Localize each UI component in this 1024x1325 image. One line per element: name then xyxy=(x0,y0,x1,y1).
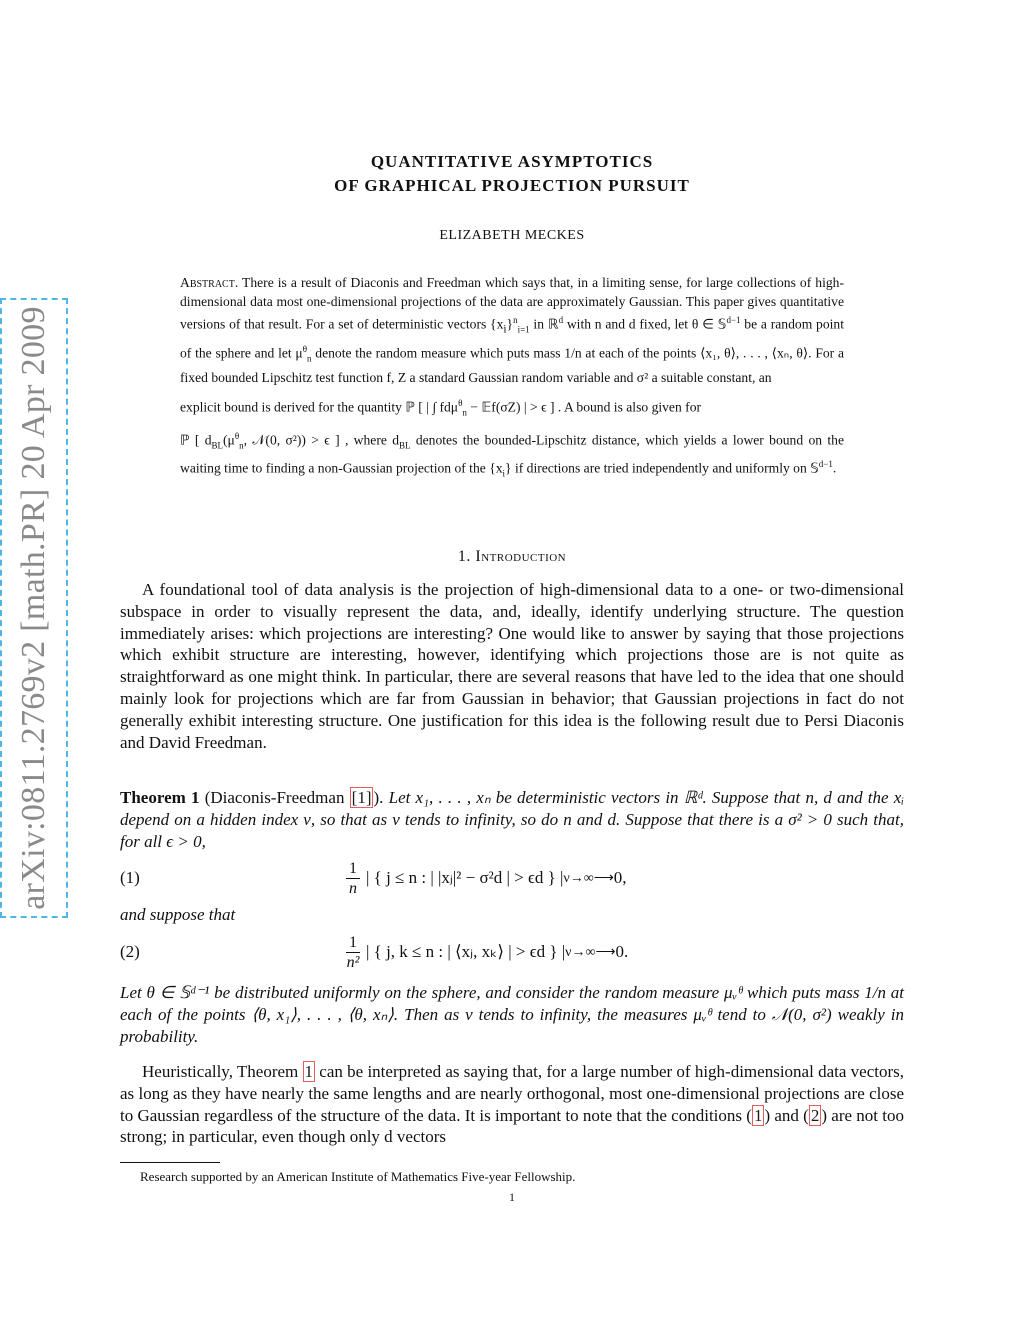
title-line-1: QUANTITATIVE ASYMPTOTICS xyxy=(370,152,654,171)
equation-2-body: | { j, k ≤ n : | ⟨xⱼ, xₖ⟩ | > ϵd } | xyxy=(366,942,566,961)
abstract-text-7: explicit bound is derived for the quantity ℙ [ | ∫ fdμ xyxy=(180,399,459,415)
and-suppose-text: and suppose that xyxy=(120,905,236,924)
abstract-text-2: } xyxy=(506,316,514,332)
equation-1-number: (1) xyxy=(120,868,140,887)
citation-link-1[interactable]: [1] xyxy=(351,788,372,807)
theorem-statement: Let x₁, . . . , xₙ be deterministic vectors in ℝᵈ. Suppose that n, d and the xᵢ depend on a hidden index ν, so that as ν tends to infinity, so do n and d. Suppose that there is a σ² > 0 such that, for all ϵ > 0, xyxy=(120,788,905,851)
equation-2-fraction: $\frac{1}{\text{n²}}$ xyxy=(346,933,360,971)
theorem-1 xyxy=(120,787,904,852)
theorem-conclusion: Let θ ∈ 𝕊ᵈ⁻¹ be distributed uniformly on the sphere, and consider the random measure μᵥᶿ which puts mass 1/n at each of the points ⟨θ, x₁⟩, . . . , ⟨θ, xₙ⟩. Then as ν tends to infinity, the measures μᵥᶿ tend to 𝒩(0, σ²) weakly in probability. xyxy=(120,983,904,1046)
abstract-text-8: − 𝔼f(σZ) | > ϵ ] . A bound is also given for xyxy=(466,399,702,415)
equation-2-number: (2) xyxy=(120,942,140,961)
paper-title xyxy=(0,150,1024,198)
equation-1-ref-link[interactable]: 1 xyxy=(753,1105,763,1125)
abstract-text-1: There is a result of Diaconis and Freedman which says that, in a limiting sense, for large collections of high-dimensional data most one-dimensional projections of the data are approximately Gaussian. This paper gives quantitative versions of that result. For a set of deterministic vectors {x xyxy=(180,275,844,332)
abstract-text-12: denotes the bounded-Lipschitz distance, which yields a lower bound on the waiting time to finding a non-Gaussian projection of the {x xyxy=(180,432,844,476)
equation-2 xyxy=(120,932,904,972)
heuristic-paragraph: Heuristically, Theorem 1 can be interpreted as saying that, for a large number of high-dimensional data vectors, as long as they have nearly the same lengths and are nearly orthogonal, most one-dimensional projections are close to Gaussian regardless of the structure of the data. It is important to note that the conditions ( 1 ) and ( 2 ) are not too strong; in particular, even though only d vectors xyxy=(120,1062,904,1147)
equation-2-arrow: ν→∞⟶ xyxy=(565,944,616,960)
theorem-ref-link[interactable]: 1 xyxy=(304,1062,314,1081)
equation-1-arrow: ν→∞⟶ xyxy=(563,870,614,886)
equation-1 xyxy=(120,858,904,898)
abstract-text-11: , 𝒩(0, σ²)) > ϵ ] , where d xyxy=(243,432,399,448)
theorem-attribution-post: ). xyxy=(373,788,384,807)
abstract-text-4: with n and d fixed, let θ ∈ 𝕊 xyxy=(563,316,727,332)
abstract: Abstract. There is a result of Diaconis and Freedman which says that, in a limiting sense, for large collections of high-dimensional data most one-dimensional projections of the data are approximately Gaussian. This paper gives quantitative versions of that result. For a set of deterministic vectors $\{x_i\}^n_{i=1}$ in ℝ$^d$ with n and d fixed, let θ ∈ 𝕊$^{d-1}$ be a random point of the sphere and let $\mu^\theta_n$ denote the random measure which puts mass 1/n at each of the points ⟨x₁, θ⟩, . . . , ⟨xₙ, θ⟩. For a fixed bounded Lipschitz test function f, Z a standard Gaussian random variable and σ² a suitable constant, an explicit bound is derived for the quantity ℙ [ | ∫ fdμ$^\theta_n$ − 𝔼f(σZ) | > ϵ ] . A bound is also given for ℙ [ $d_{BL}(\mu^\theta_n$, 𝒩(0, σ²)) > ϵ ] , where $d_{BL}$ denotes the bounded-Lipschitz distance, which yields a lower bound on the waiting time to finding a non-Gaussian projection of the $\{x_i\}$ if directions are tried independently and uniformly on 𝕊$^{d-1}$. xyxy=(180,275,844,479)
abstract-line-quantity: explicit bound is derived for the quantity ℙ [ | ∫ fdμ$^\theta_n$ − 𝔼f(σZ) | > ϵ ] . A bound is also given for xyxy=(180,397,702,417)
title-line-2: OF GRAPHICAL PROJECTION PURSUIT xyxy=(334,176,690,195)
section-heading-introduction xyxy=(0,548,1024,566)
abstract-text-9: ℙ [ d xyxy=(180,432,212,448)
theorem-label: Theorem 1 xyxy=(120,788,200,807)
arxiv-identifier-stamp xyxy=(0,298,68,918)
equation-1-tail: 0, xyxy=(613,868,627,887)
equation-2-ref-link[interactable]: 2 xyxy=(810,1105,820,1125)
abstract-label: Abstract. xyxy=(180,275,239,290)
author-name: ELIZABETH MECKES xyxy=(439,228,585,243)
footnote-divider xyxy=(120,1162,220,1163)
intro-paragraph: A foundational tool of data analysis is the projection of high-dimensional data to a one- or two-dimensional subspace in order to visually represent the data, and, ideally, identify underlying structure. The question immediately arises: which projections are interesting? One would like to answer by saying that those projections which exhibit structure are interesting, however, identifying which projections those are is not quite as straightforward as one might think. In particular, there are several reasons that have led to the idea that one should mainly look for projections which are far from Gaussian in behavior; that Gaussian projections in fact do not generally exhibit interesting structure. One justification for this idea is the following result due to Persi Diaconis and David Freedman. xyxy=(120,580,904,752)
abstract-text-5: be a random point of the sphere and let μ xyxy=(180,316,844,361)
arxiv-id-text: arXiv:0811.2769v2 [math.PR] 20 Apr 2009 xyxy=(15,306,53,910)
section-title: Introduction xyxy=(475,548,567,565)
abstract-text-14: . xyxy=(832,460,837,476)
equation-1-fraction: $\frac{1}{n}$ xyxy=(346,860,360,897)
abstract-text-10: (μ xyxy=(223,432,235,448)
abstract-text-3: in ℝ xyxy=(529,316,559,332)
equation-1-body: | { j ≤ n : | |xⱼ|² − σ²d | > ϵd } | xyxy=(366,868,564,887)
section-number: 1. xyxy=(457,548,471,565)
equation-2-tail: 0. xyxy=(615,942,629,961)
abstract-text-6: denote the random measure which puts mass 1/n at each of the points ⟨x₁, θ⟩, . . . , ⟨xₙ, θ⟩. For a fixed bounded Lipschitz test function f, Z a standard Gaussian random variable and σ² a suitable constant, an xyxy=(180,345,844,386)
abstract-text-13: } if directions are tried independently and uniformly on 𝕊 xyxy=(505,460,819,476)
footnote: Research supported by an American Institute of Mathematics Five-year Fellowship. xyxy=(140,1169,576,1184)
page-number: 1 xyxy=(509,1190,515,1204)
theorem-attribution-pre: (Diaconis-Freedman xyxy=(204,788,350,807)
